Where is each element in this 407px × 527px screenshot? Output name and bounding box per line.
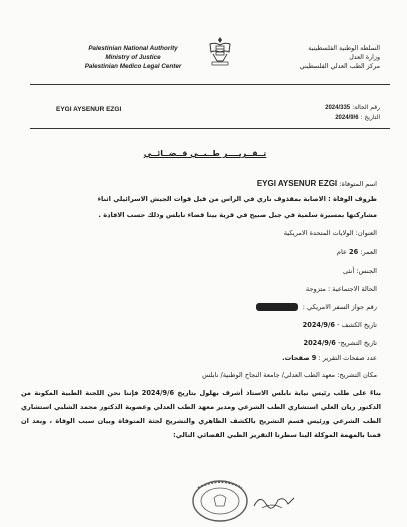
age-label: العمر: bbox=[360, 248, 377, 256]
field-passport bbox=[253, 303, 377, 311]
pages-unit: صفحات. bbox=[282, 354, 310, 362]
header-en-line2: Ministry of Justice bbox=[105, 54, 161, 62]
autopsy-value: 2024/9/6 bbox=[303, 339, 336, 347]
autopsy-label: تاريخ التشريح- bbox=[337, 339, 377, 347]
header-ar-line1: السلطة الوطنية الفلسطينية bbox=[308, 45, 380, 52]
field-sex bbox=[343, 267, 377, 275]
field-pages bbox=[282, 354, 377, 362]
passport-label: رقم جواز السفر الامريكي : bbox=[302, 303, 377, 311]
eagle-emblem-icon bbox=[207, 34, 233, 70]
header-en-line3: Palestinian Medico Legal Center bbox=[84, 63, 182, 71]
place-value: معهد الطب العدلي/ جامعة النجاح الوطنية/ نابلس bbox=[202, 371, 336, 379]
case-number-label: رقم الحالة: bbox=[352, 104, 380, 111]
pages-label: عدد صفحات التقرير : bbox=[318, 354, 377, 362]
signature-icon bbox=[252, 490, 296, 512]
pages-value: 9 bbox=[311, 354, 317, 362]
field-exam-date bbox=[303, 321, 377, 329]
name-label: اسم المتوفاة: bbox=[339, 180, 377, 188]
field-address bbox=[284, 229, 377, 237]
exam-value: 2024/9/6 bbox=[302, 321, 335, 329]
header-ar-line2: وزارة العدل bbox=[349, 53, 380, 61]
official-stamp-icon bbox=[190, 478, 250, 524]
field-autopsy-date bbox=[303, 339, 377, 347]
exam-label: تاريخ الكشف - bbox=[337, 321, 377, 329]
report-title: تــقــريــــر طــبــي قــضــائــي bbox=[143, 149, 267, 158]
name-value: EYGI AYSENUR EZGI bbox=[256, 179, 338, 188]
case-reference bbox=[256, 103, 380, 123]
date-value: 2024/9/6 bbox=[335, 115, 359, 121]
subheader-divider bbox=[30, 128, 390, 129]
death-text-continued: مشاركتها بمسيرة سلمية في جبل صبيح في قرية بيتا قضاء نابلس وذلك حسب الافادة . bbox=[98, 211, 377, 219]
field-marital bbox=[306, 285, 377, 293]
header-english bbox=[58, 44, 208, 72]
death-label: ظروف الوفاة : bbox=[328, 195, 377, 203]
date-label: التاريخ : bbox=[360, 114, 380, 121]
age-value: 26 bbox=[349, 248, 359, 256]
header-divider bbox=[30, 84, 390, 85]
death-text: الاصابة بمقذوف ناري في الراس من قبل قوات الجيش الاسرائيلي اثناء bbox=[97, 195, 326, 203]
address-value: الولايات المتحدة الامريكية bbox=[283, 229, 354, 237]
header-arabic bbox=[262, 45, 380, 71]
address-label: العنوان: bbox=[355, 229, 377, 237]
field-death-circumstances bbox=[98, 195, 377, 203]
body-paragraph: بناءً على طلب رئيس نيابة نابلس الاستاذ أشرف بهلول بتاريخ 2024/9/6 فإننا نحن اللجنة الطبية المكونة من الدكتور ريان العلي استشاري الطب الشرعي ومدير معهد الطب العدلي وعضوية الدكتور محمد الشلبي استشاري الطب الشرعي ورئيس قسم التشريح بالكشف الظاهري والتشريح لجثة المتوفاة وبيان سبب الوفاة ، وبعد ان قمنا بالمهمة الموكلة الينا سطرنا التقرير الطبي القضائي التالي: bbox=[21, 389, 381, 439]
field-autopsy-place bbox=[202, 371, 377, 379]
field-name bbox=[257, 179, 377, 188]
marital-value: متزوجة bbox=[305, 285, 326, 293]
header-en-line1: Palestinian National Authority bbox=[88, 45, 178, 52]
field-age bbox=[337, 248, 377, 256]
marital-label: الحالة الاجتماعية : bbox=[327, 285, 377, 293]
sex-label: الجنس: bbox=[356, 267, 377, 275]
age-unit: عام bbox=[336, 248, 347, 256]
sex-value: أنثى bbox=[343, 267, 355, 275]
passport-redaction bbox=[256, 303, 298, 311]
header-ar-line3: مركز الطب العدلي الفلسطيني bbox=[299, 62, 380, 70]
place-label: مكان التشريح: bbox=[337, 371, 377, 379]
case-number: 2024/335 bbox=[325, 105, 351, 111]
latin-name: EYGI AYSENUR EZGI bbox=[56, 106, 122, 113]
